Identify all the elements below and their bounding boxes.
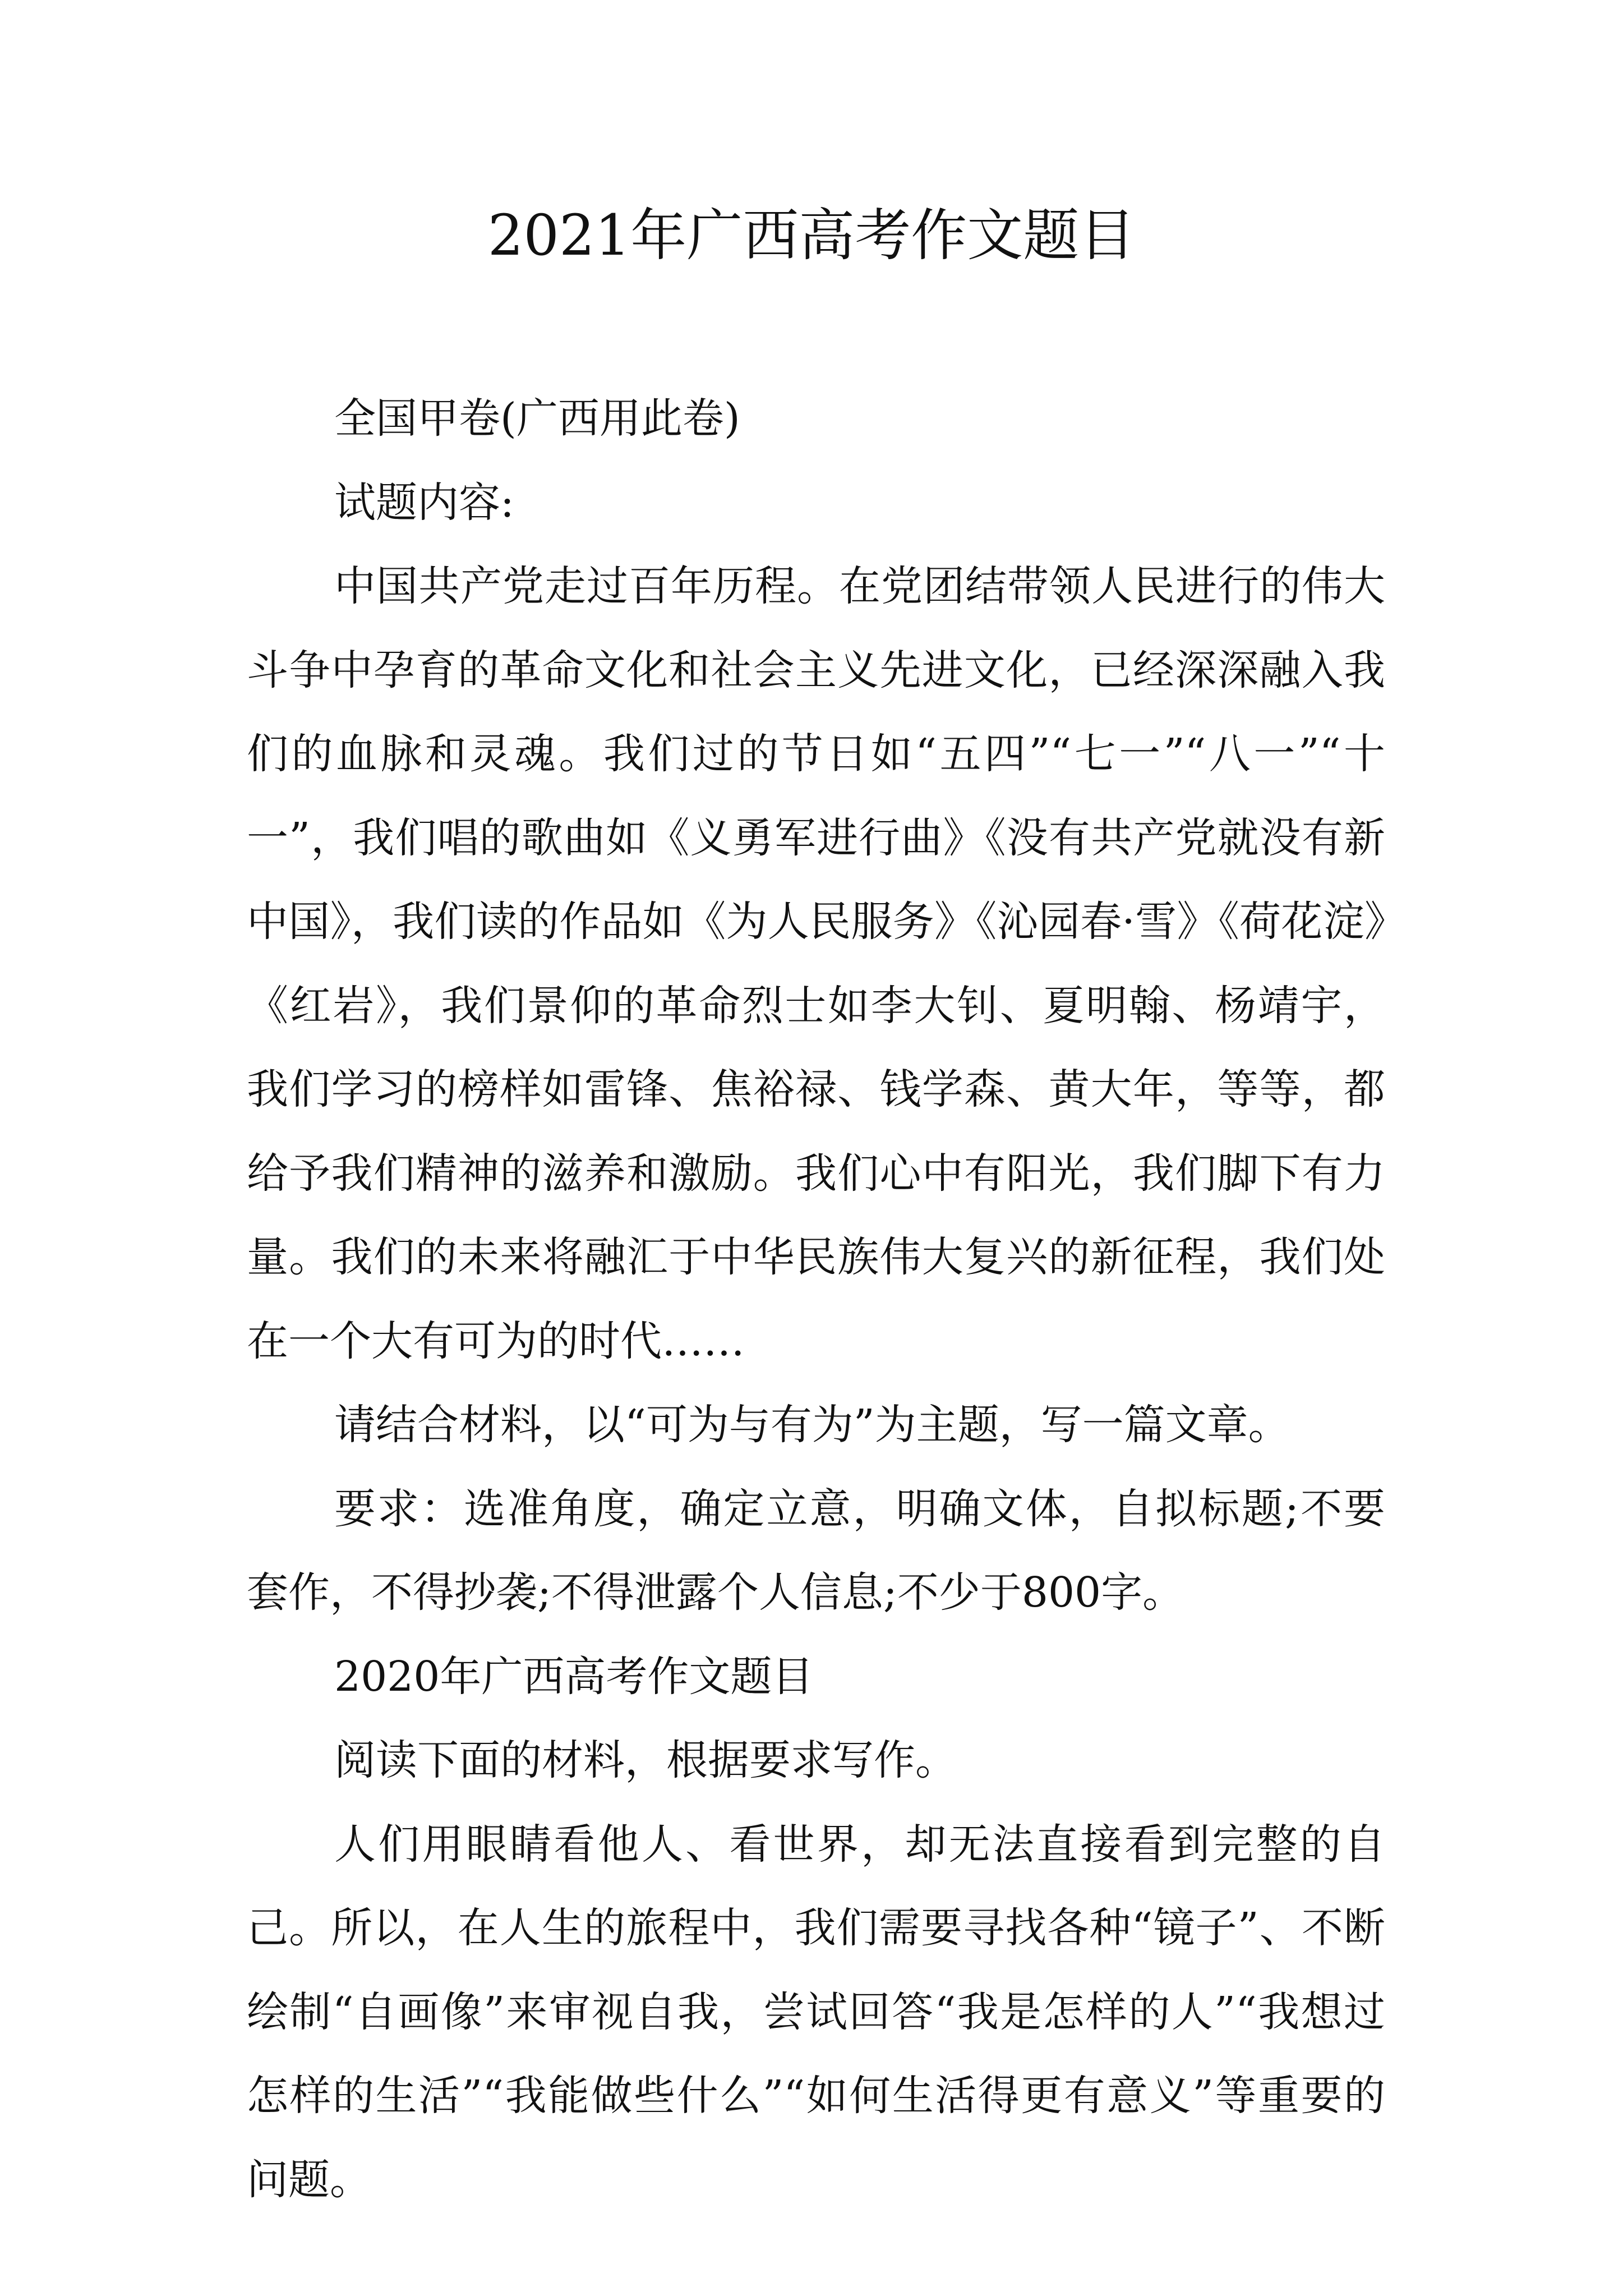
page-title: 2021年广西高考作文题目 xyxy=(487,203,1136,268)
task-instruction-2021: 请结合材料，以“可为与有为”为主题，写一篇文章。 xyxy=(334,1401,1290,1449)
instruction-2020: 阅读下面的材料，根据要求写作。 xyxy=(334,1736,957,1784)
section-heading-2020: 2020年广西高考作文题目 xyxy=(334,1652,814,1701)
question-content-label: 试题内容: xyxy=(334,478,514,527)
material-paragraph-2020: 人们用眼睛看他人、看世界，却无法直接看到完整的自己。所以，在人生的旅程中，我们需要寻找各种“镜子”、不断绘制“自画像”来审视自我，尝试回答“我是怎样的人”“我想过怎样的生活”“我能做些什么”“如何生活得更有意义”等重要的问题。 xyxy=(247,1820,1385,2204)
exam-paper-label: 全国甲卷(广西用此卷) xyxy=(334,394,740,443)
material-paragraph-2021: 中国共产党走过百年历程。在党团结带领人民进行的伟大斗争中孕育的革命文化和社会主义先进文化，已经深深融入我们的血脉和灵魂。我们过的节日如“五四”“七一”“八一”“十一”，我们唱的歌曲如《义勇军进行曲》《没有共产党就没有新中国》，我们读的作品如《为人民服务》《沁园春·雪》《荷花淀》《红岩》，我们景仰的革命烈士如李大钊、夏明翰、杨靖宇，我们学习的榜样如雷锋、焦裕禄、钱学森、黄大年，等等，都给予我们精神的滋养和激励。我们心中有阳光，我们脚下有力量。我们的未来将融汇于中华民族伟大复兴的新征程，我们处在一个大有可为的时代…… xyxy=(247,562,1385,1365)
document-body xyxy=(247,377,1385,2222)
requirements-2021: 要求：选准角度，确定立意，明确文体，自拟标题;不要套作，不得抄袭;不得泄露个人信息;不少于800字。 xyxy=(247,1484,1385,1617)
